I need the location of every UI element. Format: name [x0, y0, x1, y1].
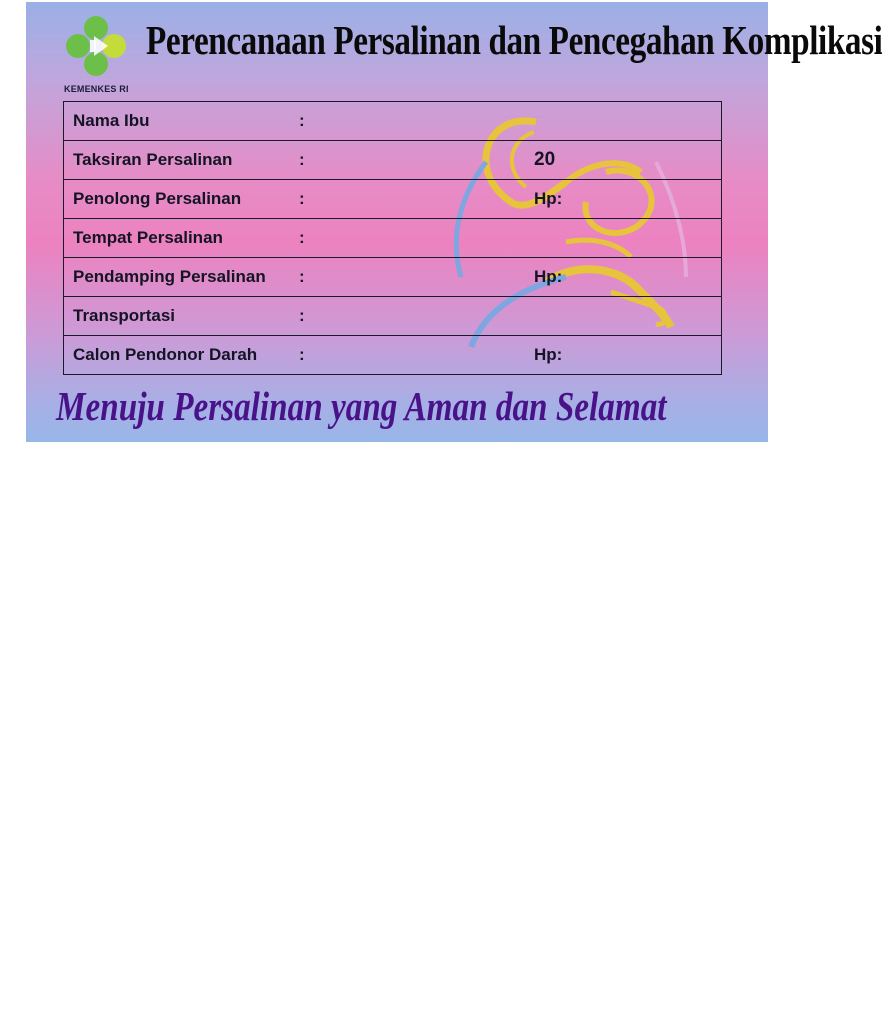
form-row-tempat-persalinan — [64, 219, 721, 258]
row-label: Tempat Persalinan — [73, 228, 223, 247]
row-label: Pendamping Persalinan — [73, 267, 266, 286]
birth-plan-form — [63, 101, 722, 375]
card-title: Perencanaan Persalinan dan Pencegahan Komplikasi — [146, 17, 882, 63]
row-label: Transportasi — [73, 306, 176, 325]
birth-planning-card — [26, 2, 882, 442]
logo-caption: KEMENKES RI — [64, 84, 129, 94]
row-label: Taksiran Persalinan — [73, 150, 233, 169]
form-row-pendamping-persalinan — [64, 258, 721, 297]
row-colon: : — [299, 267, 305, 286]
row-colon: : — [299, 228, 305, 247]
phone-label: Hp: — [534, 189, 563, 208]
form-row-penolong-persalinan — [64, 180, 721, 219]
row-label: Penolong Persalinan — [73, 189, 242, 208]
year-prefix: 20 — [534, 149, 556, 170]
form-row-taksiran-persalinan — [64, 141, 721, 180]
form-row-transportasi — [64, 297, 721, 336]
row-label: Nama Ibu — [73, 111, 150, 130]
form-row-nama-ibu — [64, 102, 721, 141]
kemenkes-logo-icon — [64, 14, 128, 78]
row-colon: : — [299, 345, 305, 364]
form-row-calon-pendonor-darah — [64, 336, 721, 374]
row-label: Calon Pendonor Darah — [73, 345, 258, 364]
phone-label: Hp: — [534, 267, 563, 286]
card-slogan: Menuju Persalinan yang Aman dan Selamat — [56, 383, 667, 429]
row-colon: : — [299, 150, 305, 169]
row-colon: : — [299, 306, 305, 325]
row-colon: : — [299, 111, 305, 130]
phone-label: Hp: — [534, 345, 563, 364]
row-colon: : — [299, 189, 305, 208]
